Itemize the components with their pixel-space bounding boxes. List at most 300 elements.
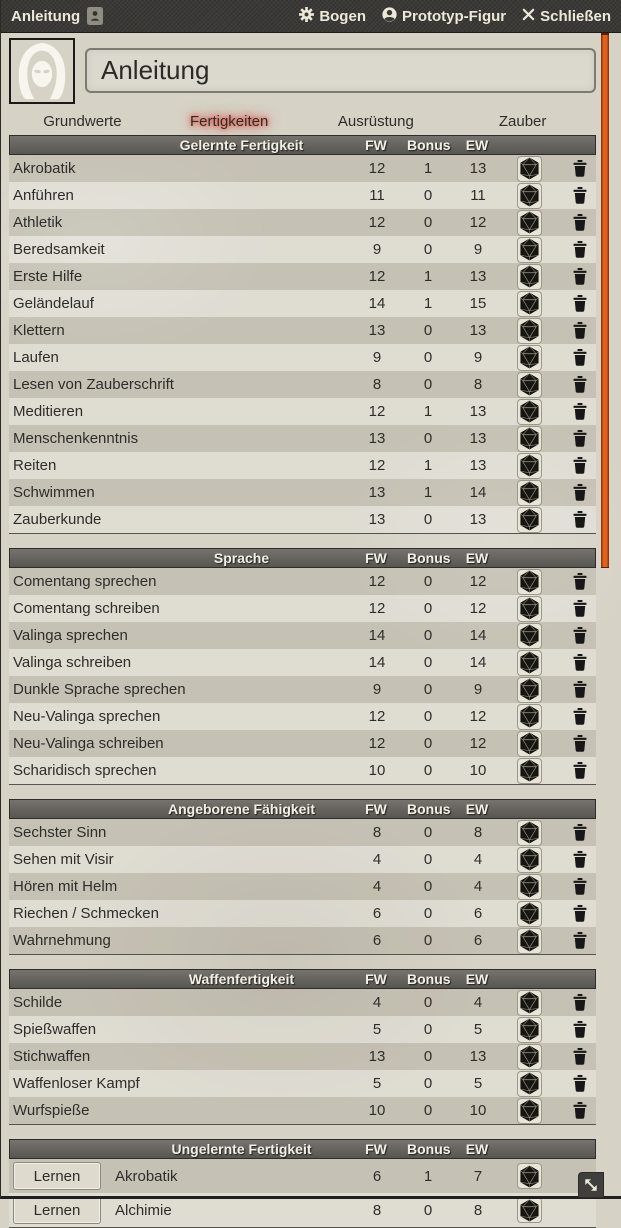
d20-die-icon [519,508,540,531]
delete-button[interactable] [573,457,587,474]
delete-button[interactable] [573,735,587,752]
sheet-config-label: Bogen [319,7,366,25]
skill-fw-value: 9 [372,241,382,258]
skill-ew-value: 13 [469,160,487,177]
roll-button[interactable] [517,264,542,290]
skill-ew-value: 15 [469,295,487,312]
roll-cell [508,1017,550,1043]
delete-cell [550,511,596,528]
roll-button[interactable] [517,1197,542,1223]
character-card-icon [87,7,103,25]
skill-name: Waffenloser Kampf [13,1075,140,1092]
roll-cell [508,569,550,595]
roll-cell [508,901,550,927]
skill-tables [9,135,596,1228]
delete-button[interactable] [573,681,587,698]
skill-fw-value: 8 [372,1201,382,1219]
delete-button[interactable] [573,511,587,528]
skill-bonus-value: 0 [423,349,433,366]
delete-button[interactable] [573,187,587,204]
skill-table [9,969,596,1125]
skill-name-cell [9,187,346,204]
delete-cell [550,1102,596,1119]
delete-button[interactable] [573,1102,587,1119]
roll-cell [508,1071,550,1097]
roll-button[interactable] [517,156,542,182]
roll-button[interactable] [517,318,542,344]
roll-cell [508,623,550,649]
skill-name-cell [9,1021,346,1038]
table-header [9,548,596,568]
delete-button[interactable] [573,322,587,339]
skill-table [9,135,596,534]
skill-table [9,548,596,785]
skill-bonus-value: 0 [423,1201,433,1219]
tab-fertigkeiten[interactable]: Fertigkeiten [189,113,269,130]
window-bottom-edge [1,1196,621,1199]
delete-button[interactable] [573,403,587,420]
d20-die-icon [519,732,540,755]
roll-cell [508,847,550,873]
skill-name: Anführen [13,187,74,204]
d20-die-icon [519,454,540,477]
trash-icon [573,851,587,868]
skill-name: Laufen [13,349,59,366]
table-row [9,873,596,900]
close-button[interactable] [522,8,611,25]
roll-button[interactable] [517,569,542,595]
roll-button[interactable] [517,623,542,649]
d20-die-icon [519,678,540,701]
trash-icon [573,403,587,420]
table-row [9,703,596,730]
roll-button[interactable] [517,426,542,452]
window-titlebar[interactable] [1,0,621,33]
skill-ew-value: 12 [469,573,487,590]
skill-fw-value: 9 [372,681,382,698]
column-header-bonus: Bonus [407,550,451,566]
skill-bonus-value: 0 [423,878,433,895]
delete-button[interactable] [573,762,587,779]
roll-button[interactable] [517,1017,542,1043]
column-header-bonus: Bonus [407,1141,451,1157]
skill-name: Akrobatik [13,160,76,177]
roll-button[interactable] [517,345,542,371]
roll-cell [508,156,550,182]
table-row [9,1043,596,1070]
roll-button[interactable] [517,1163,542,1189]
roll-button[interactable] [517,847,542,873]
delete-cell [550,573,596,590]
table-row [9,819,596,846]
delete-button[interactable] [573,295,587,312]
trash-icon [573,994,587,1011]
roll-button[interactable] [517,453,542,479]
d20-die-icon [519,1099,540,1122]
column-header-ew: EW [465,971,489,987]
trash-icon [573,878,587,895]
delete-button[interactable] [573,932,587,949]
delete-button[interactable] [573,160,587,177]
skill-ew-value: 11 [470,187,486,204]
delete-button[interactable] [573,600,587,617]
delete-cell [550,654,596,671]
skill-name-cell [9,214,346,231]
skill-bonus-value: 0 [423,376,433,393]
skill-name-cell [9,160,346,177]
skill-fw-value: 12 [368,403,386,420]
roll-cell [508,291,550,317]
close-icon [522,8,535,25]
tab-ausruestung[interactable]: Ausrüstung [337,113,414,130]
delete-cell [550,187,596,204]
skill-name: Athletik [13,214,63,231]
delete-button[interactable] [573,1075,587,1092]
roll-button[interactable] [517,731,542,757]
skill-fw-value: 12 [368,457,386,474]
roll-cell [508,596,550,622]
roll-button[interactable] [517,237,542,263]
table-row [9,622,596,649]
skill-ew-value: 6 [473,932,483,949]
delete-button[interactable] [573,349,587,366]
delete-cell [550,878,596,895]
delete-button[interactable] [573,484,587,501]
skill-name-cell [9,708,346,725]
table-row [9,155,596,182]
skill-bonus-value: 0 [423,681,433,698]
skill-fw-value: 12 [368,600,386,617]
d20-die-icon [519,319,540,342]
delete-button[interactable] [573,573,587,590]
roll-button[interactable] [517,507,542,533]
roll-button[interactable] [517,758,542,784]
trash-icon [573,295,587,312]
trash-icon [573,484,587,501]
skill-name: Menschenkenntnis [13,430,139,447]
roll-cell [508,1197,550,1223]
roll-button[interactable] [517,820,542,846]
skill-ew-value: 9 [473,681,483,698]
skill-bonus-value: 0 [423,708,433,725]
table-row [9,757,596,784]
skill-bonus-value: 0 [423,214,433,231]
skill-name: Lesen von Zauberschrift [13,376,174,393]
d20-die-icon [519,265,540,288]
skill-table [9,799,596,955]
roll-button[interactable] [517,399,542,425]
character-name-input[interactable] [85,48,596,93]
roll-button[interactable] [517,291,542,317]
skill-name-cell [9,905,346,922]
roll-cell [508,345,550,371]
column-header-fw: FW [365,971,387,987]
table-row [9,425,596,452]
skill-name: Valinga schreiben [13,654,132,671]
delete-button[interactable] [573,708,587,725]
table-row [9,1159,596,1193]
column-header-fw: FW [365,137,387,153]
delete-cell [550,762,596,779]
trash-icon [573,708,587,725]
d20-die-icon [519,238,540,261]
delete-button[interactable] [573,241,587,258]
table-row [9,1016,596,1043]
d20-die-icon [519,759,540,782]
delete-cell [550,268,596,285]
delete-button[interactable] [573,376,587,393]
column-header-ew: EW [465,801,489,817]
roll-button[interactable] [517,928,542,954]
skill-name-cell [9,322,346,339]
trash-icon [573,627,587,644]
delete-cell [550,295,596,312]
d20-die-icon [519,875,540,898]
skill-bonus-value: 0 [423,573,433,590]
trash-icon [573,573,587,590]
column-header-bonus: Bonus [407,801,451,817]
trash-icon [573,735,587,752]
skill-name: Alchimie [115,1201,172,1219]
delete-cell [550,824,596,841]
roll-button[interactable] [517,677,542,703]
roll-button[interactable] [517,596,542,622]
sheet-tabs [9,111,596,132]
trash-icon [573,511,587,528]
delete-button[interactable] [573,627,587,644]
skill-name: Reiten [13,457,57,474]
skill-bonus-value: 1 [423,1167,433,1185]
delete-button[interactable] [573,905,587,922]
skill-name-cell [9,1162,346,1190]
roll-button[interactable] [517,1098,542,1124]
character-portrait[interactable] [9,38,75,104]
window-title: Anleitung [11,7,81,25]
skill-bonus-value: 1 [423,268,433,285]
d20-die-icon [519,821,540,844]
skill-ew-value: 4 [473,878,483,895]
table-row [9,676,596,703]
skill-name: Scharidisch sprechen [13,762,157,779]
skill-name-cell [9,268,346,285]
roll-cell [508,1044,550,1070]
trash-icon [573,457,587,474]
roll-button[interactable] [517,372,542,398]
skill-fw-value: 10 [368,1102,386,1119]
table-row [9,263,596,290]
skill-fw-value: 13 [368,430,386,447]
skill-bonus-value: 0 [423,187,433,204]
trash-icon [573,1048,587,1065]
trash-icon [573,268,587,285]
skill-fw-value: 4 [372,878,382,895]
table-row [9,209,596,236]
skill-table [9,1139,596,1228]
skill-name-cell [9,681,346,698]
resize-handle[interactable] [578,1172,604,1198]
trash-icon [573,681,587,698]
trash-icon [573,241,587,258]
skill-bonus-value: 0 [423,735,433,752]
skill-fw-value: 12 [368,735,386,752]
trash-icon [573,824,587,841]
roll-button[interactable] [517,901,542,927]
column-header-bonus: Bonus [407,971,451,987]
roll-button[interactable] [517,183,542,209]
trash-icon [573,349,587,366]
skill-fw-value: 4 [372,851,382,868]
trash-icon [573,1102,587,1119]
trash-icon [573,376,587,393]
roll-cell [508,1163,550,1189]
table-row [9,236,596,263]
table-header [9,799,596,819]
column-header-fw: FW [365,550,387,566]
skill-ew-value: 13 [469,430,487,447]
delete-cell [550,851,596,868]
skill-name-cell [9,627,346,644]
roll-cell [508,264,550,290]
column-header-fw: FW [365,1141,387,1157]
skill-fw-value: 12 [368,214,386,231]
roll-cell [508,874,550,900]
d20-die-icon [519,346,540,369]
prototype-token-button[interactable] [382,7,506,26]
table-row [9,452,596,479]
column-header-ew: EW [465,550,489,566]
learn-button[interactable]: Lernen [13,1196,101,1224]
skill-fw-value: 13 [368,1048,386,1065]
delete-cell [550,905,596,922]
skill-bonus-value: 0 [423,932,433,949]
skill-name-cell [9,1196,346,1224]
skill-ew-value: 12 [469,214,487,231]
skill-fw-value: 4 [372,994,382,1011]
delete-button[interactable] [573,214,587,231]
skill-name-cell [9,762,346,779]
delete-button[interactable] [573,851,587,868]
delete-cell [550,627,596,644]
skill-ew-value: 9 [473,241,483,258]
trash-icon [573,654,587,671]
delete-button[interactable] [573,824,587,841]
skill-bonus-value: 0 [423,511,433,528]
tab-zauber[interactable]: Zauber [498,113,547,130]
roll-button[interactable] [517,990,542,1016]
skill-name-cell [9,735,346,752]
trash-icon [573,322,587,339]
prototype-token-label: Prototyp-Figur [401,7,507,25]
sheet-config-button[interactable] [299,7,366,26]
roll-button[interactable] [517,874,542,900]
roll-cell [508,758,550,784]
skill-name: Stichwaffen [13,1048,91,1065]
trash-icon [573,1021,587,1038]
roll-cell [508,507,550,533]
skill-bonus-value: 1 [423,457,433,474]
roll-button[interactable] [517,1071,542,1097]
roll-cell [508,318,550,344]
skill-name: Schwimmen [13,484,95,501]
tab-grundwerte[interactable]: Grundwerte [43,113,122,130]
skill-name-cell [9,600,346,617]
skill-bonus-value: 0 [423,1075,433,1092]
skill-bonus-value: 0 [423,762,433,779]
delete-button[interactable] [573,878,587,895]
skill-bonus-value: 0 [423,1021,433,1038]
delete-button[interactable] [573,1048,587,1065]
delete-cell [550,430,596,447]
d20-die-icon [519,427,540,450]
d20-die-icon [519,929,540,952]
trash-icon [573,430,587,447]
skill-name: Geländelauf [13,295,94,312]
delete-button[interactable] [573,1021,587,1038]
d20-die-icon [519,1199,540,1222]
roll-button[interactable] [517,704,542,730]
roll-button[interactable] [517,650,542,676]
skill-bonus-value: 0 [423,241,433,258]
roll-cell [508,731,550,757]
skill-ew-value: 9 [473,349,483,366]
skill-fw-value: 8 [372,376,382,393]
skill-ew-value: 8 [473,376,483,393]
delete-cell [550,241,596,258]
roll-cell [508,990,550,1016]
skill-fw-value: 8 [372,824,382,841]
column-header-bonus: Bonus [407,137,451,153]
delete-button[interactable] [573,994,587,1011]
roll-button[interactable] [517,1044,542,1070]
table-row [9,344,596,371]
table-row [9,900,596,927]
skill-name-cell [9,511,346,528]
trash-icon [573,600,587,617]
skill-name: Sehen mit Visir [13,851,114,868]
skill-bonus-value: 0 [423,1102,433,1119]
learn-button[interactable]: Lernen [13,1162,101,1190]
skill-fw-value: 12 [368,573,386,590]
skill-fw-value: 13 [368,322,386,339]
skill-ew-value: 14 [469,654,487,671]
scrollbar-thumb[interactable] [601,33,609,568]
roll-cell [508,650,550,676]
skill-fw-value: 12 [368,708,386,725]
trash-icon [573,214,587,231]
delete-button[interactable] [573,268,587,285]
skill-ew-value: 13 [469,457,487,474]
skill-bonus-value: 1 [423,295,433,312]
roll-button[interactable] [517,210,542,236]
roll-cell [508,210,550,236]
table-title: Gelernte Fertigkeit [179,137,304,153]
delete-button[interactable] [573,430,587,447]
skill-bonus-value: 0 [423,824,433,841]
skill-fw-value: 14 [368,654,386,671]
roll-button[interactable] [517,480,542,506]
delete-button[interactable] [573,654,587,671]
skill-name: Dunkle Sprache sprechen [13,681,186,698]
skill-ew-value: 10 [469,762,487,779]
table-row [9,182,596,209]
skill-ew-value: 14 [469,627,487,644]
skill-bonus-value: 0 [423,994,433,1011]
d20-die-icon [519,481,540,504]
skill-bonus-value: 0 [423,654,433,671]
sheet-content [1,33,621,1228]
delete-cell [550,457,596,474]
skill-ew-value: 10 [469,1102,487,1119]
